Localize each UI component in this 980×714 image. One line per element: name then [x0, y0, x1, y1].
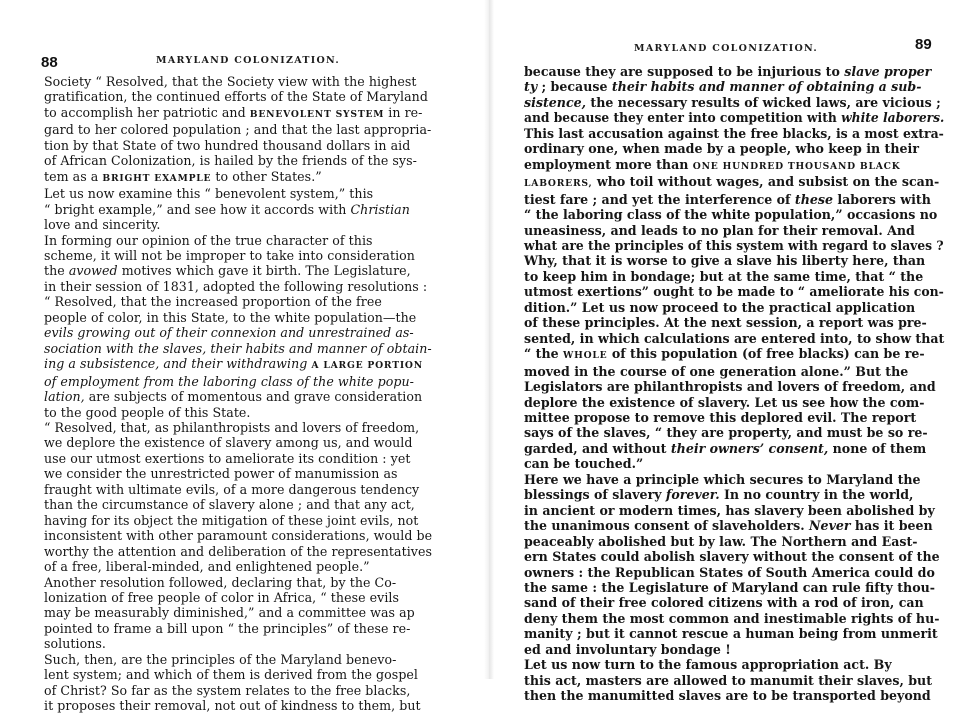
text-line [44, 698, 464, 713]
text-line [44, 435, 464, 450]
text-run: owners : the Republican States of South America could do [524, 564, 935, 580]
text-run: “ bright example,” and see how it accords with [44, 201, 351, 217]
italic-run: sistence, [524, 94, 587, 110]
text-line [524, 284, 944, 300]
italic-run: avowed [68, 263, 118, 279]
text-run: “ Resolved, that the increased proportion of the free [44, 294, 382, 310]
text-line [44, 105, 464, 122]
text-line [44, 528, 464, 543]
right-page [490, 0, 980, 704]
running-head: MARYLAND COLONIZATION. [634, 43, 819, 54]
text-line [44, 482, 464, 497]
text-line [524, 456, 944, 471]
text-line [524, 125, 944, 141]
italic-run: slave proper [844, 64, 932, 79]
text-line [44, 590, 464, 605]
text-run: “ the laboring class of the white population,” occasions no [524, 207, 938, 223]
text-line [44, 544, 464, 559]
text-line [524, 487, 944, 502]
text-run: Let us now examine this “ benevolent system,” this [44, 186, 374, 202]
text-line [44, 374, 464, 389]
text-line [524, 300, 944, 315]
text-line [524, 518, 944, 533]
text-run: and because they enter into competition with [524, 110, 842, 126]
text-run: uneasiness, and leads to no plan for their removal. And [524, 222, 915, 238]
small-caps-run: ONE HUNDRED THOUSAND BLACK [692, 160, 901, 172]
text-run: employment more than [524, 156, 693, 172]
text-line [44, 451, 464, 466]
text-line [524, 192, 944, 207]
text-run: manity ; but it cannot rescue a human being from unmerit [524, 626, 938, 642]
text-run: of Christ? So far as the system relates to the free blacks, [44, 682, 411, 698]
text-run: motives which gave it birth. The Legislature, [117, 263, 411, 279]
text-line [524, 673, 944, 688]
text-run: in their session of 1831, adopted the following resolutions : [44, 278, 428, 294]
text-run: use our utmost exertions to ameliorate its condition : yet [44, 450, 411, 466]
text-run: In forming our opinion of the true character of this [44, 232, 373, 248]
page-number: 89 [915, 36, 932, 53]
text-run: pointed to frame a bill upon “ the principles” of these re- [44, 620, 411, 636]
text-line [44, 356, 464, 373]
text-line [44, 636, 464, 651]
text-line [524, 503, 944, 518]
text-line [44, 89, 464, 104]
text-line [524, 141, 944, 156]
text-line [524, 174, 944, 191]
text-line [524, 237, 944, 253]
italic-run: of employment from the laboring class of the white popu- [44, 373, 414, 389]
text-run: sented, in which calculations are entered into, to show that [524, 330, 945, 346]
text-run: than the circumstance of slavery alone ; and that any act, [44, 497, 415, 513]
text-line [44, 513, 464, 528]
text-run: then the manumitted slaves are to be transported beyond [524, 688, 931, 704]
text-run: people of color, in this State, to the white population—the [44, 309, 417, 325]
text-run: garded, and without [524, 440, 671, 456]
text-line [44, 153, 464, 168]
text-run: the necessary results of wicked laws, are vicious ; [586, 94, 941, 110]
text-run: lent system; and which of them is derived from the gospel [44, 667, 419, 683]
text-line [44, 233, 464, 248]
text-line [524, 379, 944, 394]
text-run: of these principles. At the next session, a report was pre- [524, 315, 927, 331]
text-run: deplore the existence of slavery. Let us see how the com- [524, 394, 925, 410]
text-run: ern States could abolish slavery without the consent of the [524, 549, 940, 565]
text-run: gard to her colored population ; and that the last appropria- [44, 122, 432, 138]
text-run: to other States.” [211, 168, 322, 184]
text-run: what are the principles of this system with regard to slaves ? [524, 237, 944, 253]
text-line [44, 138, 464, 153]
text-line [524, 565, 944, 580]
text-run: love and sincerity. [44, 217, 161, 233]
text-line [524, 688, 944, 703]
italic-run: white laborers. [841, 110, 945, 126]
text-run: gratification, the continued efforts of the State of Maryland [44, 89, 428, 105]
text-run: Here we have a principle which secures to Maryland the [524, 471, 921, 487]
text-run: are subjects of momentous and grave consideration [84, 389, 423, 405]
text-run: deny them the most common and inestimable rights of hu- [524, 610, 940, 626]
text-run: this act, masters are allowed to manumit their slaves, but [524, 672, 933, 688]
text-line [44, 652, 464, 667]
text-run: may be measurably diminished,” and a committee was ap [44, 605, 415, 621]
text-line [524, 253, 944, 268]
italic-run: Never [809, 518, 851, 534]
text-run: ed and involuntary bondage ! [524, 641, 731, 657]
text-run: Legislators are philanthropists and lovers of freedom, and [524, 379, 936, 395]
page-number: 88 [41, 54, 58, 71]
text-run: in re- [384, 104, 423, 120]
text-run: tiest fare ; and yet the interference of [524, 191, 795, 207]
text-run: ; because [537, 79, 612, 95]
text-line [524, 315, 944, 330]
text-line [524, 79, 944, 94]
text-run: scheme, it will not be improper to take into consideration [44, 247, 415, 263]
text-run: it proposes their removal, not out of kindness to them, but [44, 698, 421, 714]
text-line [44, 325, 464, 340]
text-run: the unanimous consent of slaveholders. [524, 518, 810, 534]
text-run: Society “ Resolved, that the Society view with the highest [44, 74, 417, 89]
text-run: fraught with ultimate evils, of a more dangerous tendency [44, 481, 420, 497]
italic-run: Christian [350, 201, 410, 217]
text-line [524, 595, 944, 610]
text-run: in ancient or modern times, has slavery been abolished by [524, 502, 935, 518]
text-line [524, 223, 944, 238]
text-run: In no country in the world, [719, 487, 914, 503]
italic-run: lation, [44, 389, 85, 405]
text-run: of this population (of free blacks) can be re- [607, 346, 925, 362]
italic-run: their owners’ consent, [670, 440, 829, 456]
text-run: sand of their free colored citizens with a rod of iron, can [524, 595, 924, 611]
text-line [524, 534, 944, 549]
text-line [44, 559, 464, 574]
text-run: who toil without wages, and subsist on the scan- [592, 174, 940, 190]
text-run: worthy the attention and deliberation of the representatives [44, 543, 432, 559]
text-run: inconsistent with other paramount considerations, would be [44, 528, 433, 544]
italic-run: their habits and manner of obtaining a sub- [611, 79, 922, 95]
text-line [44, 169, 464, 186]
text-line [524, 207, 944, 222]
text-run: to the good people of this State. [44, 404, 251, 420]
text-line [44, 74, 464, 89]
body-text [44, 74, 464, 714]
text-run: solutions. [44, 636, 106, 652]
text-line [524, 657, 944, 672]
text-line [524, 110, 945, 126]
text-run: Let us now turn to the famous appropriation act. By [524, 657, 892, 673]
small-caps-run: A LARGE PORTION [311, 360, 423, 372]
text-line [524, 441, 944, 456]
small-caps-run: BRIGHT EXAMPLE [102, 172, 212, 184]
text-line [44, 122, 464, 137]
text-run: the same : the Legislature of Maryland can rule fifty thou- [524, 579, 935, 595]
text-line [524, 549, 944, 564]
text-run: ordinary one, when made by a people, who keep in their [524, 141, 919, 157]
text-line [44, 420, 464, 435]
text-run: to keep him in bondage; but at the same time, that “ the [524, 268, 924, 284]
text-line [44, 621, 464, 636]
italic-run: ty [524, 79, 538, 95]
text-run: “ Resolved, that, as philanthropists and lovers of freedom, [44, 419, 420, 435]
text-run: the [44, 263, 69, 279]
text-line [524, 346, 944, 363]
text-run: peaceably abolished but by law. The Northern and East- [524, 533, 918, 549]
text-line [44, 389, 464, 404]
text-run: tem as a [44, 168, 103, 184]
text-run: can be touched.” [524, 456, 644, 472]
text-line [524, 331, 944, 346]
italic-run: forever. [665, 487, 720, 503]
text-line [44, 263, 464, 278]
text-run: utmost exertions” ought to be made to “ ameliorate his con- [524, 284, 944, 300]
text-run: says of the slaves, “ they are property, and must be so re- [524, 425, 928, 441]
running-head: MARYLAND COLONIZATION. [156, 55, 341, 66]
italic-run: sociation with the slaves, their habits and manner of obtain- [44, 340, 432, 356]
text-run: of African Colonization, is hailed by the friends of the sys- [44, 153, 417, 169]
text-line [524, 580, 944, 595]
text-line [524, 395, 944, 410]
text-run: we consider the unrestricted power of manumission as [44, 466, 398, 482]
italic-run: ing a subsistence, and their withdrawing [44, 356, 312, 372]
text-line [44, 497, 464, 512]
text-line [44, 575, 464, 590]
body-text [524, 64, 944, 704]
text-line [524, 95, 944, 110]
text-run: to accomplish her patriotic and [44, 104, 250, 120]
text-line [524, 425, 944, 440]
text-line [524, 410, 944, 425]
text-line [44, 186, 464, 201]
text-run: Such, then, are the principles of the Maryland benevo- [44, 651, 397, 667]
text-line [524, 64, 944, 79]
text-run: lonization of free people of color in Africa, “ these evils [44, 589, 399, 605]
text-run: none of them [828, 440, 927, 456]
text-run: laborers with [832, 191, 931, 207]
text-line [524, 472, 944, 487]
text-line [524, 364, 944, 379]
text-line [44, 605, 464, 620]
text-run: mittee propose to remove this deplored evil. The report [524, 409, 917, 425]
text-run: dition.” Let us now proceed to the practical application [524, 299, 916, 315]
text-line [524, 269, 944, 284]
text-line [44, 405, 464, 420]
text-run: “ the [524, 346, 563, 362]
text-line [524, 611, 944, 626]
text-line [44, 466, 464, 481]
text-line [44, 217, 464, 232]
italic-run: these [794, 191, 833, 207]
text-line [44, 683, 464, 698]
text-line [524, 626, 944, 641]
text-line [44, 667, 464, 682]
text-line [44, 341, 464, 356]
text-run: has it been [850, 518, 933, 534]
italic-run: evils growing out of their connexion and unrestrained as- [44, 325, 414, 341]
text-line [44, 310, 464, 325]
text-line [524, 157, 944, 174]
text-run: Why, that it is worse to give a slave his liberty here, than [524, 253, 926, 269]
text-line [44, 248, 464, 263]
text-run: moved in the course of one generation alone.” But the [524, 363, 909, 379]
text-line [524, 642, 944, 657]
text-run: we deplore the existence of slavery among us, and would [44, 435, 413, 451]
text-run: blessings of slavery [524, 487, 666, 503]
text-line [44, 294, 464, 309]
small-caps-run: LABORERS, [524, 178, 593, 190]
text-run: tion by that State of two hundred thousand dollars in aid [44, 137, 411, 153]
text-line [44, 202, 464, 217]
text-run: Another resolution followed, declaring that, by the Co- [44, 574, 397, 590]
small-caps-run: WHOLE [563, 350, 608, 362]
text-run: of a free, liberal-minded, and enlightened people.” [44, 559, 370, 575]
text-line [44, 279, 464, 294]
small-caps-run: BENEVOLENT SYSTEM [249, 108, 385, 120]
text-run: This last accusation against the free blacks, is a most extra- [524, 125, 944, 141]
text-run: because they are supposed to be injurious to [524, 64, 845, 79]
text-run: having for its object the mitigation of these joint evils, not [44, 512, 419, 528]
